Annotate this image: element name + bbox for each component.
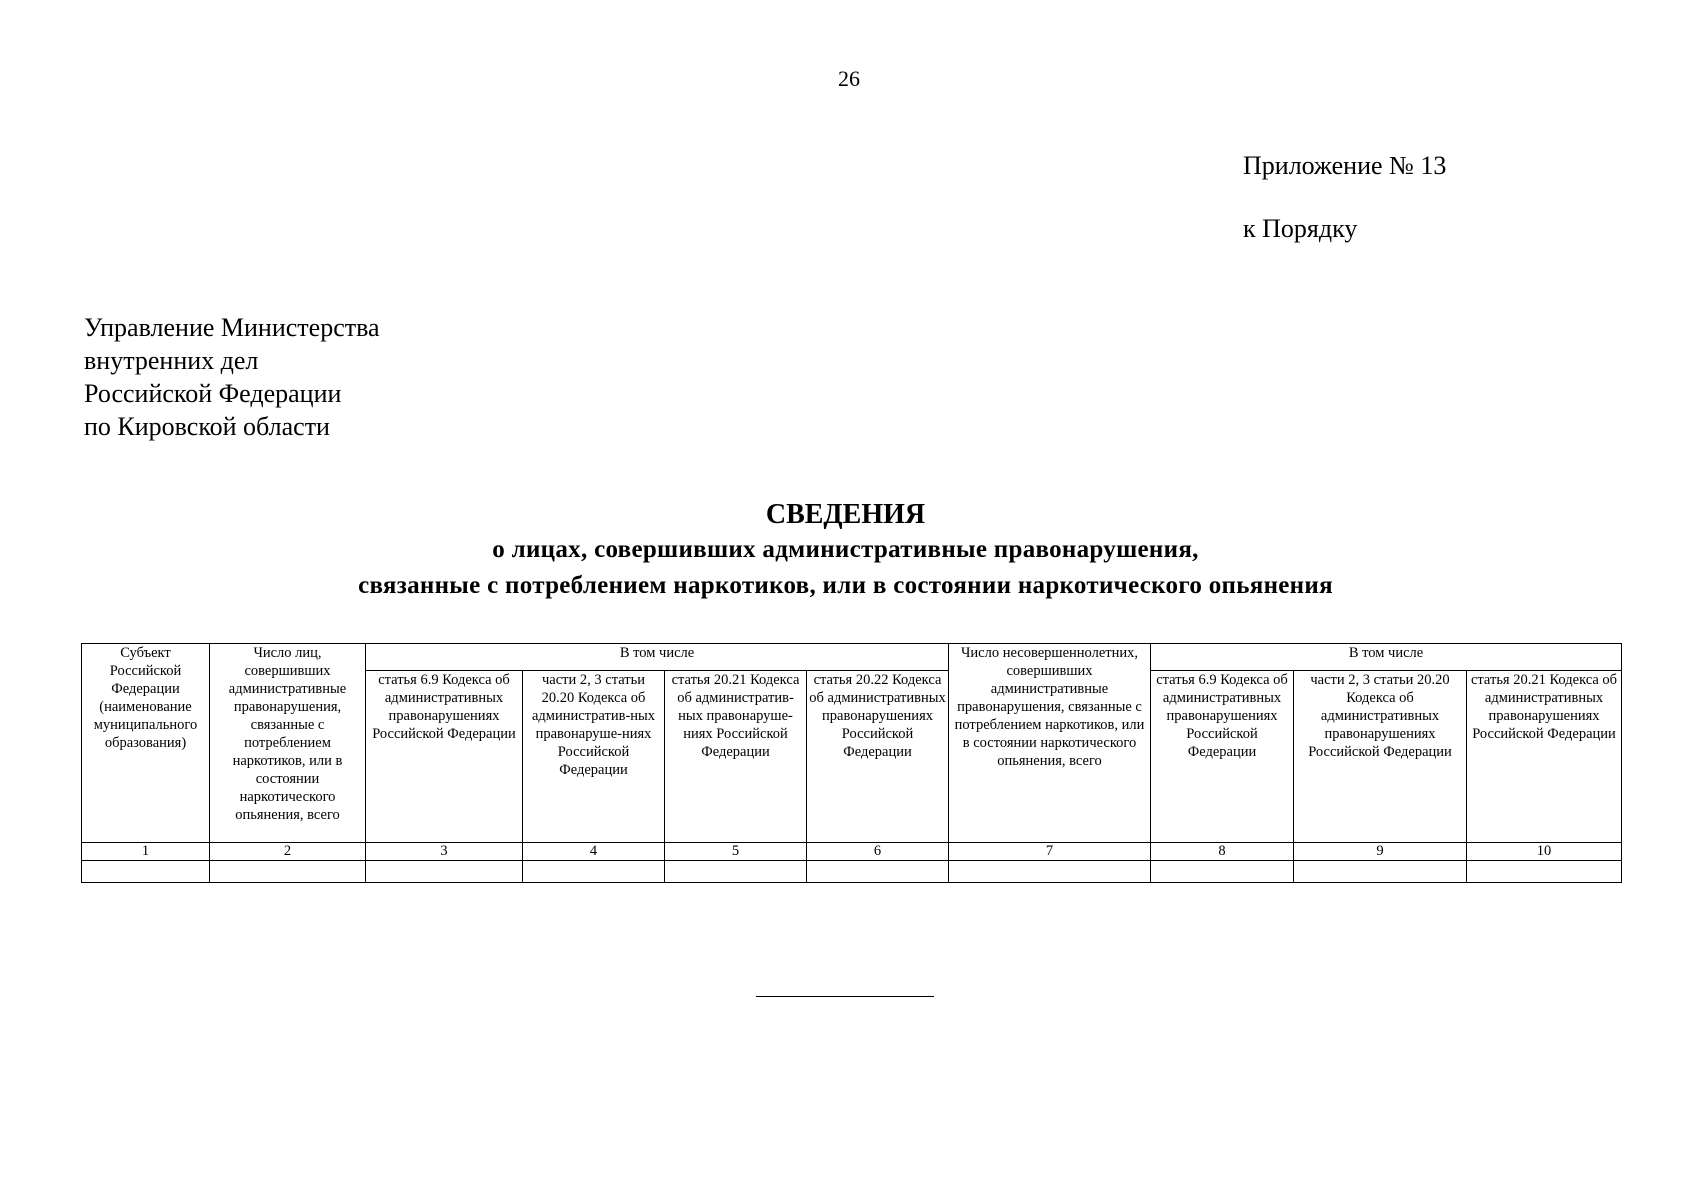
statistics-table [81,643,1622,883]
document-title [0,498,1691,604]
table-cell [665,861,807,883]
column-number: 1 [82,843,210,861]
appendix-number: Приложение № 13 [1243,151,1447,180]
page-number: 26 [838,66,860,91]
header-group-including-right: В том числе [1151,644,1622,671]
table-cell [1151,861,1294,883]
title-main: СВЕДЕНИЯ [765,499,926,530]
header-subject: Субъект Российской Федерации (наименование муниципального образования) [82,644,210,843]
table-cell [1467,861,1622,883]
header-group-including-left: В том числе [366,644,949,671]
table-cell [82,861,210,883]
organization-line-3: Российской Федерации [84,379,342,408]
column-number: 4 [523,843,665,861]
table-cell [949,861,1151,883]
column-number: 3 [366,843,523,861]
column-number: 8 [1151,843,1294,861]
table-row [82,861,1622,883]
column-number: 5 [665,843,807,861]
column-number: 9 [1294,843,1467,861]
table-cell [523,861,665,883]
header-minors-art-20-21: статья 20.21 Кодекса об административных правонарушениях Российской Федерации [1467,671,1622,843]
column-numbers-row [82,843,1622,861]
organization-block [84,311,380,443]
organization-line-2: внутренних дел [84,346,259,375]
header-art-20-22: статья 20.22 Кодекса об административных правонарушениях Российской Федерации [807,671,949,843]
header-art-20-21: статья 20.21 Кодекса об административ-ных правонаруше-ниях Российской Федерации [665,671,807,843]
organization-line-4: по Кировской области [84,412,330,441]
column-number: 6 [807,843,949,861]
table-cell [1294,861,1467,883]
title-subtitle-1: о лицах, совершивших административные правонарушения, [492,536,1199,563]
table-cell [210,861,366,883]
header-minors-art-20-20: части 2, 3 статьи 20.20 Кодекса об административных правонарушениях Российской Федерации [1294,671,1467,843]
column-number: 7 [949,843,1151,861]
header-total-minors: Число несовершеннолетних, совершивших административные правонарушения, связанные с потреблением наркотиков, или в состоянии наркотического опьянения, всего [949,644,1151,843]
header-art-20-20: части 2, 3 статьи 20.20 Кодекса об административ-ных правонаруше-ниях Российской Федерации [523,671,665,843]
column-number: 10 [1467,843,1622,861]
appendix-block [1243,153,1446,242]
header-total-persons: Число лиц, совершивших административные правонарушения, связанные с потреблением наркотиков, или в состоянии наркотического опьянения, всего [210,644,366,843]
table-cell [807,861,949,883]
appendix-reference: к Порядку [1243,214,1358,243]
organization-line-1: Управление Министерства [84,313,380,342]
header-minors-art-6-9: статья 6.9 Кодекса об административных правонарушениях Российской Федерации [1151,671,1294,843]
footer-separator-line [756,996,934,997]
table-cell [366,861,523,883]
column-number: 2 [210,843,366,861]
title-subtitle-2: связанные с потреблением наркотиков, или в состоянии наркотического опьянения [358,572,1333,599]
header-art-6-9: статья 6.9 Кодекса об административных правонарушениях Российской Федерации [366,671,523,843]
